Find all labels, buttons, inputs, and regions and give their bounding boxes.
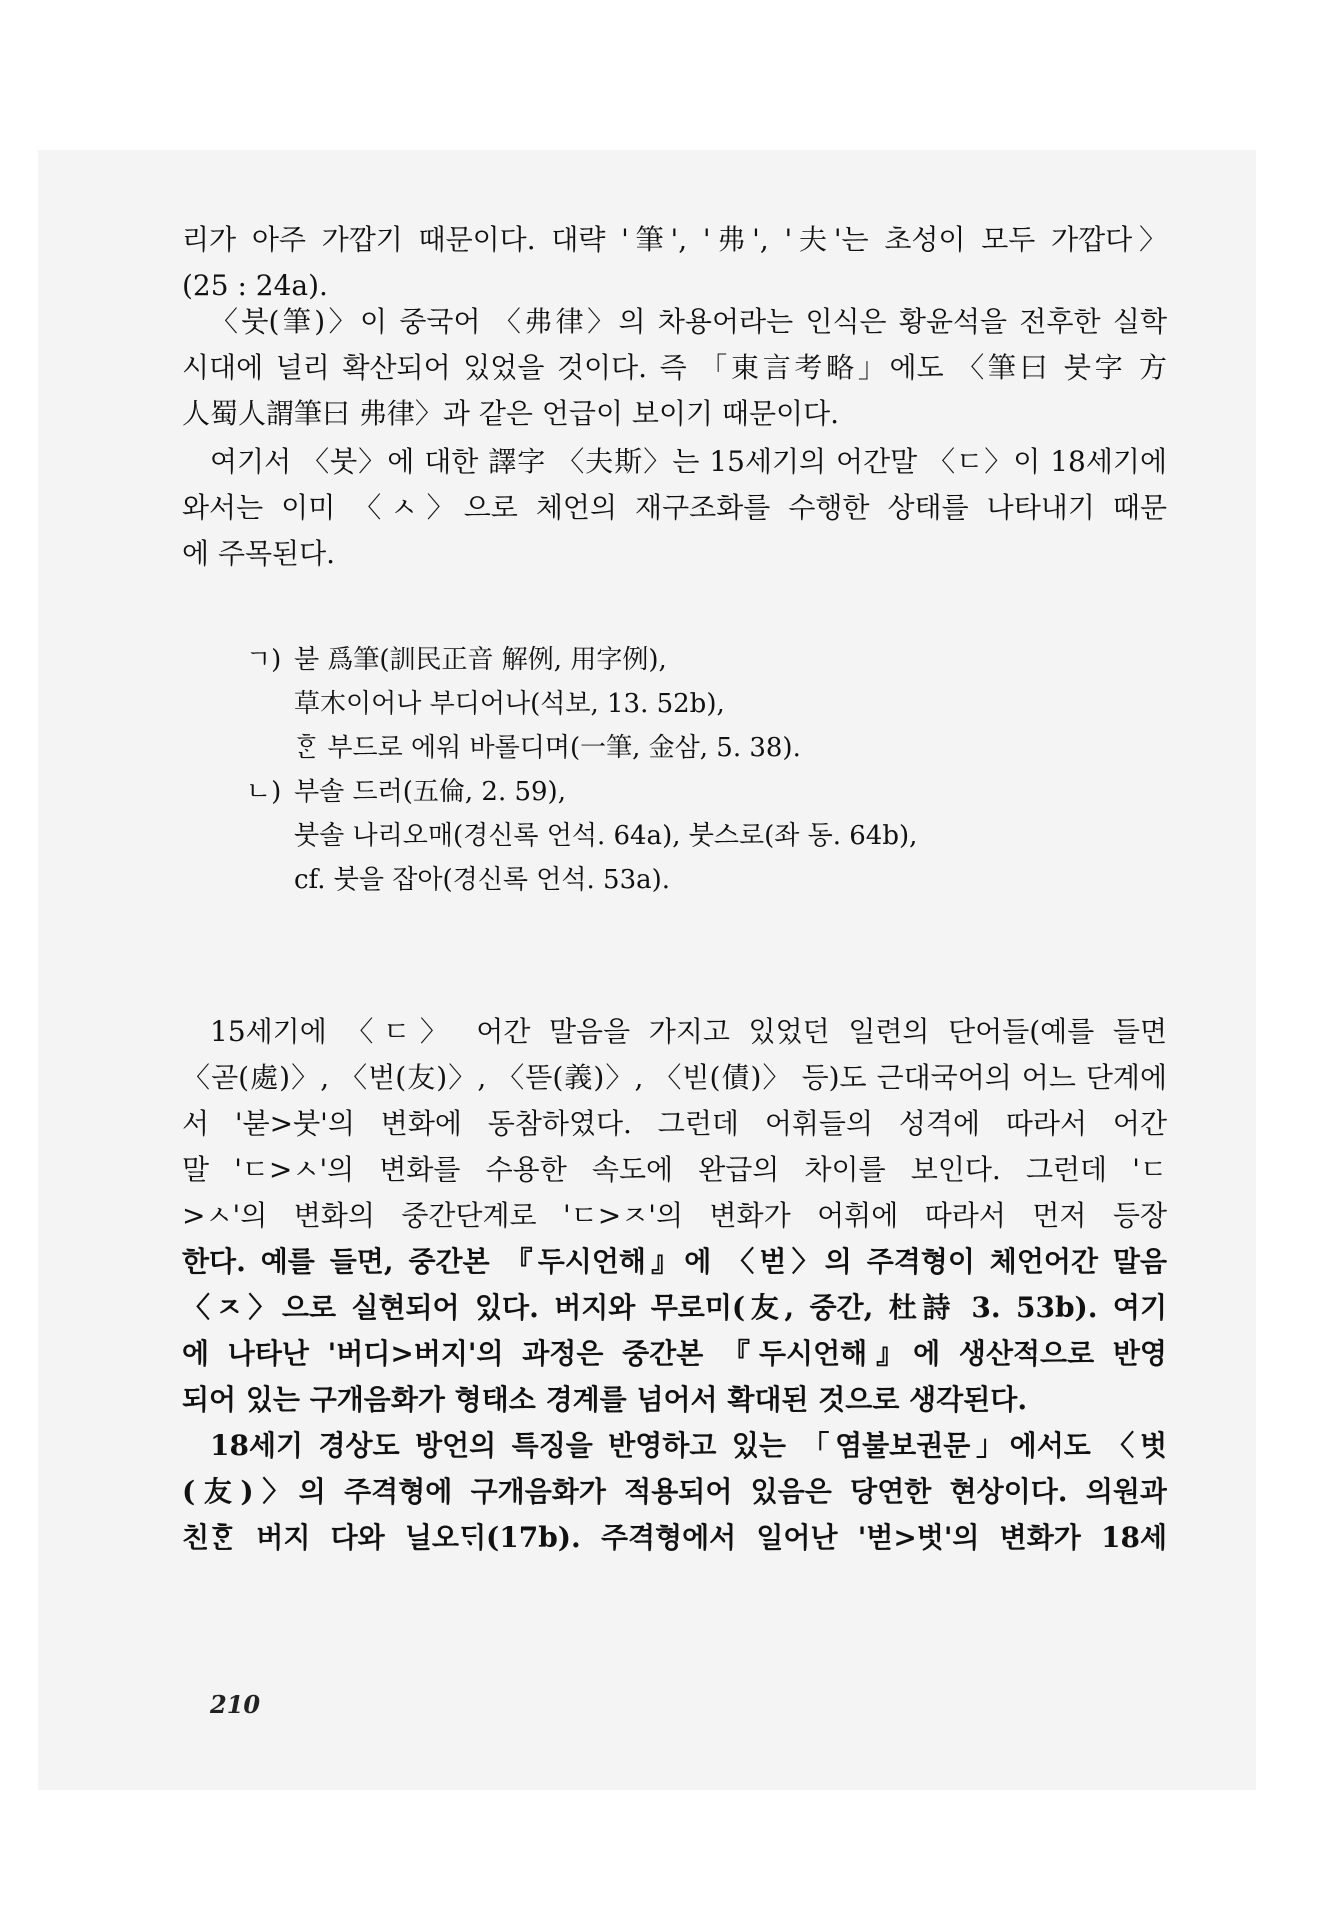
paragraph-5-line-2: (友)〉의 주격형에 구개음화가 적용되어 있음은 당연한 현상이다. 의원과 [182,1475,1167,1508]
paragraph-2-line-3: 人蜀人謂筆曰 弗律〉과 같은 언급이 보이기 때문이다. [182,397,840,430]
example-b-marker: ㄴ) [246,777,282,807]
page-number: 210 [210,1690,261,1719]
paragraph-4-line-4: 말 'ㄷ>ㅅ'의 변화를 수용한 속도에 완급의 차이를 보인다. 그런데 'ㄷ [182,1153,1167,1186]
paragraph-1-line-2: (25 : 24a). [182,269,328,302]
example-a-line-2: 草木이어나 부디어나(석보, 13. 52b), [294,689,725,719]
example-b-line-1: 부솔 드러(五倫, 2. 59), [294,777,566,807]
paragraph-4-line-2: 〈곧(處)〉, 〈벋(友)〉, 〈뜯(義)〉, 〈빋(債)〉 등)도 근대국어의 어느 단계에 [182,1061,1167,1094]
example-a-line-3: ᄒᆞᆫ 부드로 에워 바롤디며(一筆, 金삼, 5. 38). [294,733,801,763]
paragraph-4-line-8: 에 나타난 '버디>버지'의 과정은 중간본 『두시언해』에 생산적으로 반영 [182,1337,1167,1370]
example-b-line-2: 붓솔 나리오매(경신록 언석. 64a), 붓스로(좌 동. 64b), [294,821,918,851]
example-b-line-3: cf. 붓을 잡아(경신록 언석. 53a). [294,865,671,895]
example-a-line-1: 붇 爲筆(訓民正音 解例, 用字例), [294,645,667,675]
paragraph-4-line-3: 서 '붇>붓'의 변화에 동참하였다. 그런데 어휘들의 성격에 따라서 어간 [182,1107,1167,1140]
paragraph-5-line-1: 18세기 경상도 방언의 특징을 반영하고 있는 「염불보권문」에서도 〈벗 [210,1429,1167,1462]
paragraph-4-line-6: 한다. 예를 들면, 중간본 『두시언해』에 〈벋〉의 주격형이 체언어간 말음 [182,1245,1167,1278]
paragraph-2-line-2: 시대에 널리 확산되어 있었을 것이다. 즉 「東言考略」에도 〈筆曰 붓字 方 [182,351,1167,384]
paragraph-2-line-1: 〈붓(筆)〉이 중국어 〈弗律〉의 차용어라는 인식은 황윤석을 전후한 실학 [210,305,1167,338]
paragraph-4-line-9: 되어 있는 구개음화가 형태소 경계를 넘어서 확대된 것으로 생각된다. [182,1383,1028,1416]
paragraph-3-line-2: 와서는 이미 〈ㅅ〉으로 체언의 재구조화를 수행한 상태를 나타내기 때문 [182,491,1167,524]
paragraph-4-line-7: 〈ㅈ〉으로 실현되어 있다. 버지와 무로미(友, 중간, 杜詩 3. 53b). 여기 [182,1291,1167,1324]
paragraph-5-line-3: 친ᄒᆞᆫ 버지 다와 닐오ᄃᆡ(17b). 주격형에서 일어난 '벋>벗'의 변화가 18세 [182,1521,1167,1554]
paragraph-3-line-3: 에 주목된다. [182,537,336,570]
paragraph-3-line-1: 여기서 〈붓〉에 대한 譯字 〈夫斯〉는 15세기의 어간말 〈ㄷ〉이 18세기에 [210,445,1167,478]
paragraph-4-line-1: 15세기에 〈ㄷ〉 어간 말음을 가지고 있었던 일련의 단어들(예를 들면 [210,1015,1167,1048]
paragraph-1-line-1: 리가 아주 가깝기 때문이다. 대략 '筆', '弗', '夫'는 초성이 모두 가깝다〉 [182,223,1167,256]
paragraph-4-line-5: >ㅅ'의 변화의 중간단계로 'ㄷ>ㅈ'의 변화가 어휘에 따라서 먼저 등장 [182,1199,1167,1232]
example-a-marker: ㄱ) [246,645,282,675]
